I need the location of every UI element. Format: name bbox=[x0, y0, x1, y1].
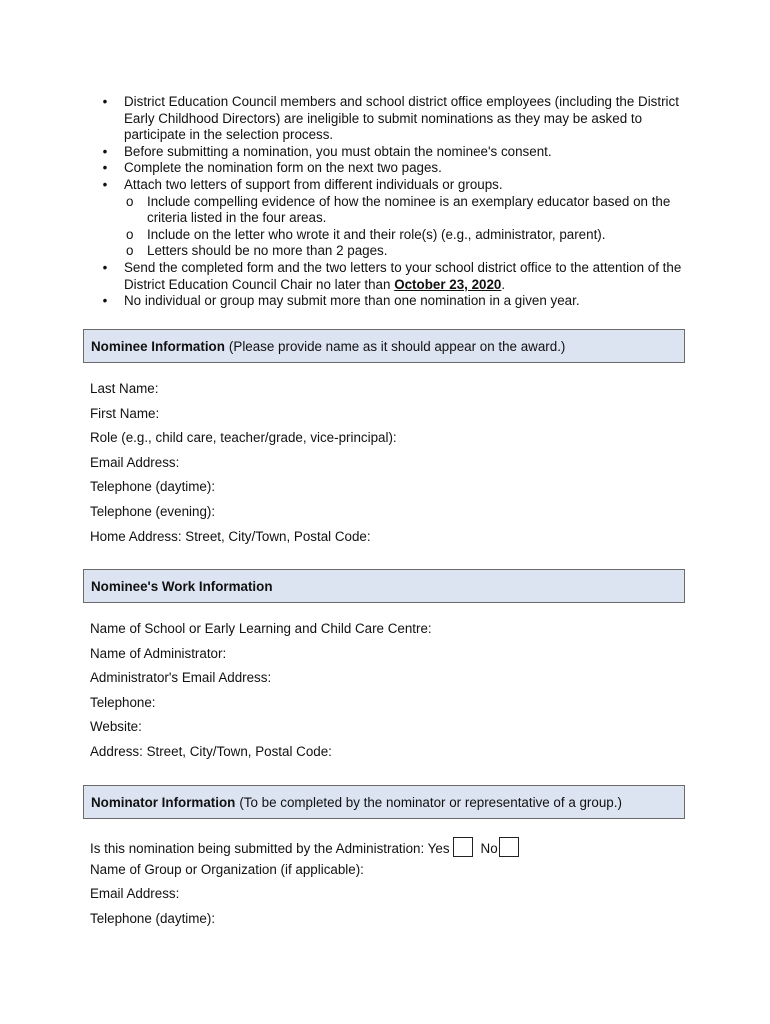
instruction-text: District Education Council members and school district office employees (including the District Early Childhood Directors) are ineligible to submit nominations as they may be asked to participate in the selection process. bbox=[124, 94, 679, 143]
letter-requirements-list bbox=[124, 194, 700, 260]
list-item bbox=[100, 160, 700, 177]
group-name-field[interactable]: Name of Group or Organization (if applicable): bbox=[90, 861, 364, 877]
list-item bbox=[124, 194, 700, 227]
nominator-telephone-field[interactable]: Telephone (daytime): bbox=[90, 910, 216, 926]
bullet-icon: • bbox=[102, 293, 108, 309]
section-note: (Please provide name as it should appear on the award.) bbox=[228, 338, 566, 354]
work-info-fields bbox=[90, 621, 432, 769]
no-label: No bbox=[480, 841, 498, 857]
list-item bbox=[124, 243, 700, 260]
instruction-text-end: . bbox=[501, 276, 506, 292]
home-address-field[interactable]: Home Address: Street, City/Town, Postal Code: bbox=[90, 528, 371, 544]
bullet-icon: • bbox=[102, 143, 108, 159]
bullet-icon: • bbox=[102, 94, 108, 109]
last-name-field[interactable]: Last Name: bbox=[90, 381, 159, 396]
list-item bbox=[100, 94, 700, 144]
nominator-email-field[interactable]: Email Address: bbox=[90, 886, 180, 902]
nominee-info-header bbox=[83, 329, 685, 363]
instruction-text: Attach two letters of support from different individuals or groups. bbox=[124, 176, 503, 192]
instruction-text: Send the completed form and the two letters to your school district office to the attention of the District Education Council Chair no later than bbox=[124, 259, 682, 292]
instruction-text: Include on the letter who wrote it and their role(s) (e.g., administrator, parent). bbox=[147, 226, 606, 242]
email-field[interactable]: Email Address: bbox=[90, 454, 180, 470]
circle-bullet-icon: o bbox=[126, 193, 134, 209]
role-field[interactable]: Role (e.g., child care, teacher/grade, vice-principal): bbox=[90, 430, 397, 446]
instruction-text: No individual or group may submit more than one nomination in a given year. bbox=[124, 293, 580, 309]
section-title: Nominator Information bbox=[91, 794, 236, 810]
admin-question-row bbox=[90, 837, 519, 862]
circle-bullet-icon: o bbox=[126, 226, 134, 242]
instructions-list bbox=[100, 94, 700, 310]
nominator-info-fields bbox=[90, 837, 519, 935]
list-item bbox=[100, 260, 700, 293]
website-field[interactable]: Website: bbox=[90, 719, 142, 735]
administrator-name-field[interactable]: Name of Administrator: bbox=[90, 645, 227, 661]
no-checkbox[interactable] bbox=[499, 837, 519, 857]
yes-checkbox[interactable] bbox=[453, 837, 473, 857]
instruction-text: Include compelling evidence of how the nominee is an exemplary educator based on the criteria listed in the four areas. bbox=[147, 193, 671, 226]
instruction-text: Complete the nomination form on the next two pages. bbox=[124, 160, 442, 176]
bullet-icon: • bbox=[102, 259, 108, 275]
nominator-info-header bbox=[83, 785, 685, 819]
work-address-field[interactable]: Address: Street, City/Town, Postal Code: bbox=[90, 743, 332, 759]
circle-bullet-icon: o bbox=[126, 243, 134, 259]
administrator-email-field[interactable]: Administrator's Email Address: bbox=[90, 670, 272, 686]
first-name-field[interactable]: First Name: bbox=[90, 405, 160, 421]
list-item bbox=[100, 177, 700, 260]
deadline-date: October 23, 2020 bbox=[394, 276, 502, 292]
section-note: (To be completed by the nominator or representative of a group.) bbox=[239, 794, 622, 810]
school-name-field[interactable]: Name of School or Early Learning and Child Care Centre: bbox=[90, 621, 432, 636]
list-item bbox=[100, 293, 700, 310]
instruction-text: Before submitting a nomination, you must obtain the nominee's consent. bbox=[124, 143, 552, 159]
section-title: Nominee Information bbox=[91, 338, 225, 354]
telephone-daytime-field[interactable]: Telephone (daytime): bbox=[90, 479, 216, 495]
nominee-info-fields bbox=[90, 381, 397, 553]
work-info-header bbox=[83, 569, 685, 603]
list-item bbox=[124, 227, 700, 244]
instruction-text: Letters should be no more than 2 pages. bbox=[147, 243, 388, 259]
section-title: Nominee's Work Information bbox=[91, 578, 273, 594]
list-item bbox=[100, 144, 700, 161]
admin-question-label: Is this nomination being submitted by the Administration: Yes bbox=[90, 841, 450, 857]
telephone-evening-field[interactable]: Telephone (evening): bbox=[90, 503, 216, 519]
telephone-field[interactable]: Telephone: bbox=[90, 694, 156, 710]
bullet-icon: • bbox=[102, 176, 108, 192]
bullet-icon: • bbox=[102, 160, 108, 176]
